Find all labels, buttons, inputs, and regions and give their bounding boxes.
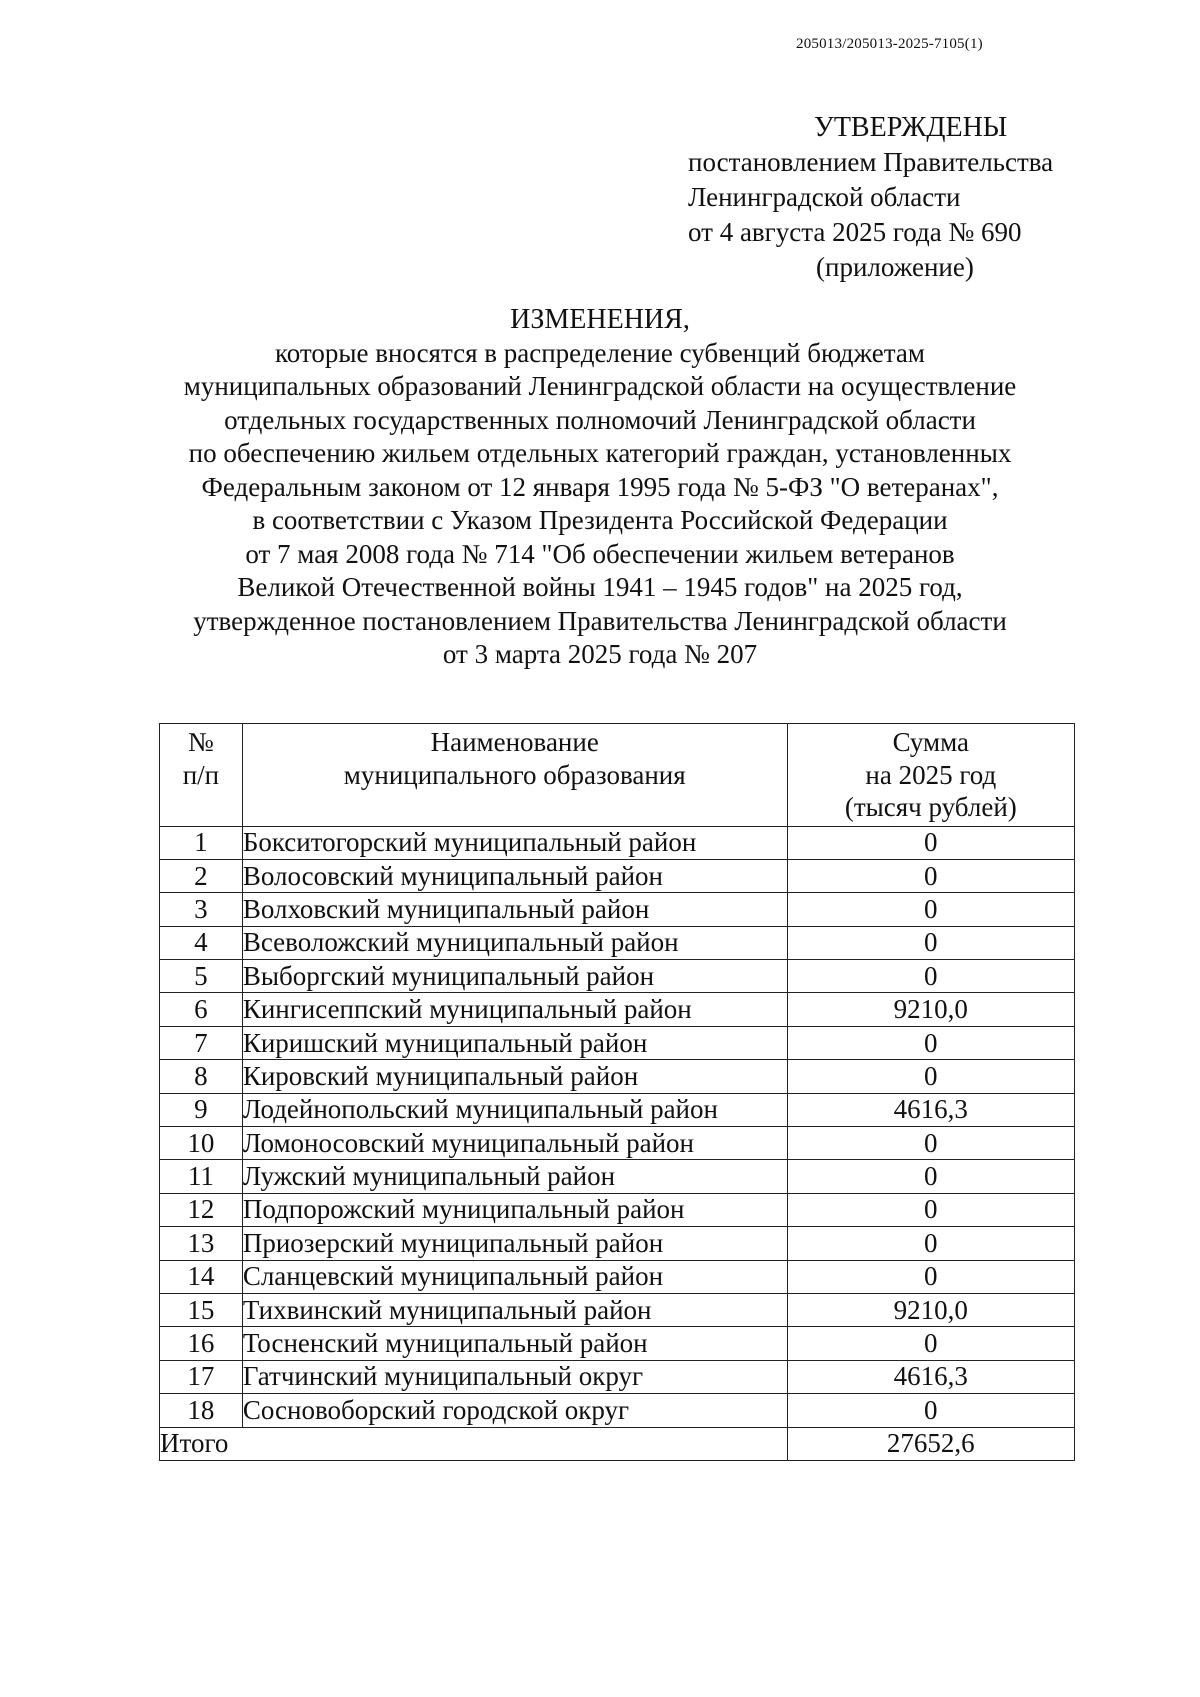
table-row <box>160 960 1075 993</box>
table-row <box>160 926 1075 959</box>
table-row <box>160 1293 1075 1326</box>
changes-subtitle-line: Федеральным законом от 12 января 1995 года № 5-ФЗ "О ветеранах", <box>201 471 999 502</box>
row-number: 18 <box>160 1394 243 1427</box>
table-header-row <box>160 724 1075 827</box>
row-number: 2 <box>160 859 243 892</box>
changes-subtitle-line: утвержденное постановлением Правительства Ленинградской области <box>193 605 1007 636</box>
table-row <box>160 1227 1075 1260</box>
approval-line-2: Ленинградской области <box>688 182 961 212</box>
row-sum: 0 <box>787 1260 1074 1293</box>
table-row <box>160 1260 1075 1293</box>
document-id: 205013/205013-2025-7105(1) <box>796 36 983 52</box>
row-name: Лодейнопольский муниципальный район <box>242 1093 787 1126</box>
table-row <box>160 1127 1075 1160</box>
row-number: 15 <box>160 1293 243 1326</box>
table-row <box>160 1193 1075 1226</box>
row-sum: 0 <box>787 1193 1074 1226</box>
subvention-table <box>159 723 1075 1461</box>
table-row <box>160 893 1075 926</box>
total-row <box>160 1427 1075 1460</box>
header-sum-line: Сумма <box>892 727 970 757</box>
approval-appendix: (приложение) <box>816 252 974 282</box>
row-sum: 0 <box>787 1394 1074 1427</box>
row-sum: 0 <box>787 859 1074 892</box>
row-number: 3 <box>160 893 243 926</box>
changes-title: ИЗМЕНЕНИЯ, <box>510 304 690 335</box>
row-name: Сланцевский муниципальный район <box>242 1260 787 1293</box>
row-name: Кировский муниципальный район <box>242 1060 787 1093</box>
header-sum-line: на 2025 год <box>865 759 997 790</box>
row-name: Гатчинский муниципальный округ <box>242 1360 787 1393</box>
row-sum: 4616,3 <box>787 1093 1074 1126</box>
table-row <box>160 993 1075 1026</box>
header-number-line: № <box>188 727 214 757</box>
total-sum: 27652,6 <box>787 1427 1074 1460</box>
row-name: Волховский муниципальный район <box>242 893 787 926</box>
changes-subtitle-line: от 7 мая 2008 года № 714 "Об обеспечении жильем ветеранов <box>245 538 955 569</box>
row-sum: 0 <box>787 1227 1074 1260</box>
table-row <box>160 1093 1075 1126</box>
row-name: Тихвинский муниципальный район <box>242 1293 787 1326</box>
total-label: Итого <box>160 1427 788 1460</box>
approval-block <box>688 110 1108 285</box>
row-name: Всеволожский муниципальный район <box>242 926 787 959</box>
row-sum: 0 <box>787 1060 1074 1093</box>
approval-line-3: от 4 августа 2025 года № 690 <box>688 217 1022 247</box>
row-sum: 0 <box>787 926 1074 959</box>
table-row <box>160 1160 1075 1193</box>
header-number <box>160 724 243 827</box>
row-number: 16 <box>160 1327 243 1360</box>
row-name: Тосненский муниципальный район <box>242 1327 787 1360</box>
row-number: 14 <box>160 1260 243 1293</box>
row-name: Сосновоборский городской округ <box>242 1394 787 1427</box>
changes-subtitle-line: в соответствии с Указом Президента Российской Федерации <box>252 505 948 535</box>
row-number: 5 <box>160 960 243 993</box>
table-row <box>160 1360 1075 1393</box>
changes-subtitle-line: которые вносятся в распределение субвенций бюджетам <box>274 337 925 368</box>
row-name: Лужский муниципальный район <box>242 1160 787 1193</box>
row-name: Волосовский муниципальный район <box>242 859 787 892</box>
row-number: 1 <box>160 826 243 859</box>
row-sum: 9210,0 <box>787 993 1074 1026</box>
table-row <box>160 1060 1075 1093</box>
approval-line-1: постановлением Правительства <box>688 147 1054 177</box>
row-number: 10 <box>160 1127 243 1160</box>
approval-title: УТВЕРЖДЕНЫ <box>814 112 1008 143</box>
row-number: 6 <box>160 993 243 1026</box>
row-name: Выборгский муниципальный район <box>242 960 787 993</box>
header-sum-line: (тысяч рублей) <box>844 792 1017 822</box>
row-number: 7 <box>160 1026 243 1059</box>
row-sum: 0 <box>787 826 1074 859</box>
changes-subtitle-line: отдельных государственных полномочий Ленинградской области <box>224 404 976 435</box>
header-name <box>242 724 787 827</box>
row-number: 8 <box>160 1060 243 1093</box>
header-sum <box>787 724 1074 827</box>
row-number: 9 <box>160 1093 243 1126</box>
changes-subtitle-line: Великой Отечественной войны 1941 – 1945 годов" на 2025 год, <box>237 572 963 602</box>
table-row <box>160 1026 1075 1059</box>
row-sum: 0 <box>787 960 1074 993</box>
changes-subtitle-line: муниципальных образований Ленинградской области на осуществление <box>183 371 1017 401</box>
row-sum: 0 <box>787 893 1074 926</box>
row-name: Кингисеппский муниципальный район <box>242 993 787 1026</box>
table-row <box>160 859 1075 892</box>
row-sum: 0 <box>787 1026 1074 1059</box>
table-row <box>160 826 1075 859</box>
row-name: Бокситогорский муниципальный район <box>242 826 787 859</box>
header-name-line: муниципального образования <box>343 759 686 790</box>
header-name-line: Наименование <box>430 727 599 757</box>
table-row <box>160 1327 1075 1360</box>
row-sum: 0 <box>787 1160 1074 1193</box>
row-name: Киришский муниципальный район <box>242 1026 787 1059</box>
table-row <box>160 1394 1075 1427</box>
row-sum: 0 <box>787 1327 1074 1360</box>
changes-heading <box>100 303 1100 672</box>
row-sum: 9210,0 <box>787 1293 1074 1326</box>
row-sum: 0 <box>787 1127 1074 1160</box>
header-number-line: п/п <box>182 759 220 790</box>
row-number: 4 <box>160 926 243 959</box>
row-number: 17 <box>160 1360 243 1393</box>
row-name: Подпорожский муниципальный район <box>242 1193 787 1226</box>
row-number: 13 <box>160 1227 243 1260</box>
row-number: 12 <box>160 1193 243 1226</box>
row-name: Ломоносовский муниципальный район <box>242 1127 787 1160</box>
row-name: Приозерский муниципальный район <box>242 1227 787 1260</box>
changes-subtitle-line: по обеспечению жильем отдельных категорий граждан, установленных <box>188 438 1012 468</box>
changes-subtitle-line: от 3 марта 2025 года № 207 <box>442 639 758 669</box>
row-sum: 4616,3 <box>787 1360 1074 1393</box>
row-number: 11 <box>160 1160 243 1193</box>
